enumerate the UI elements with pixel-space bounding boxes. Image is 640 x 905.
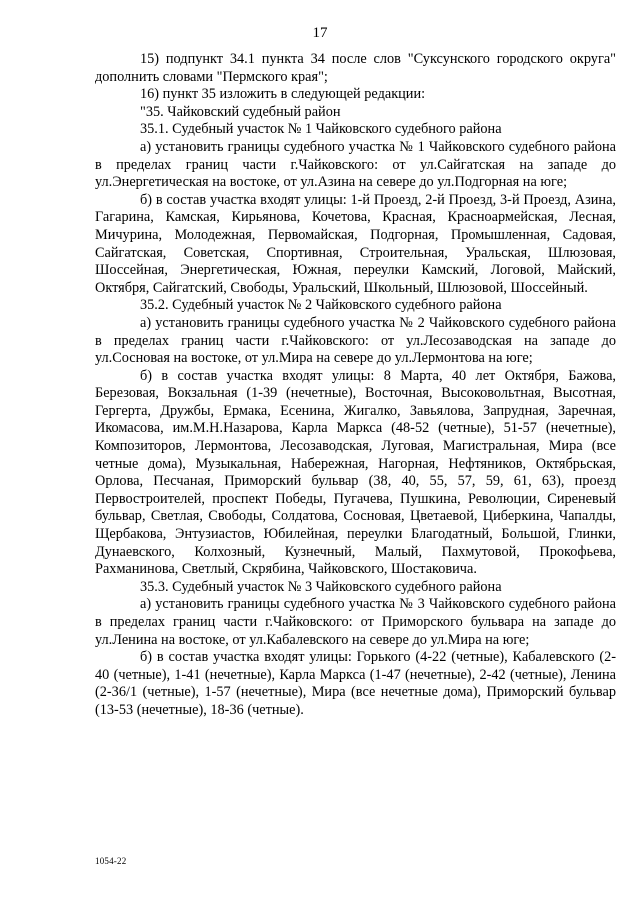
paragraph-section-1-streets: б) в состав участка входят улицы: 1-й Проезд, 2-й Проезд, 3-й Проезд, Азина, Гагарина, Камская, Кирьянова, Кочетова, Красная, Красноармейская, Лесная, Мичурина, Молодежная, Первомайская, Подгорная, Промышленная, Садовая, Сайгатская, Советская, Спортивная, Строительная, Уральская, Шлюзовая, Шоссейная, Энергетическая, Южная, переулки Камский, Логовой, Майский, Октября, Сайгатский, Свободы, Уральский, Школьный, Шлюзовой, Шоссейный.	[95, 191, 616, 296]
heading-section-1: 35.1. Судебный участок № 1 Чайковского судебного района	[140, 121, 502, 138]
paragraph-section-1-bounds: а) установить границы судебного участка № 1 Чайковского судебного района в пределах границ части г.Чайковского: от ул.Сайгатская на западе до ул.Энергетическая на востоке, от ул.Азина на севере до ул.Подгорная на юге;	[95, 138, 616, 191]
paragraph-subclause-15: 15) подпункт 34.1 пункта 34 после слов "Суксунского городского округа" дополнить словами "Пермского края";	[95, 51, 616, 85]
heading-section-3: 35.3. Судебный участок № 3 Чайковского судебного района	[140, 578, 502, 595]
heading-section-2: 35.2. Судебный участок № 2 Чайковского судебного района	[140, 297, 502, 314]
document-body	[95, 51, 616, 720]
paragraph-section-2-bounds: а) установить границы судебного участка № 2 Чайковского судебного района в пределах границ части г.Чайковского: от ул.Лесозаводская на западе до ул.Сосновая на востоке, от ул.Мира на севере до ул.Лермонтова на юге;	[95, 314, 616, 367]
document-code: 1054-22	[95, 856, 127, 866]
paragraph-section-2-streets: б) в состав участка входят улицы: 8 Марта, 40 лет Октября, Бажова, Березовая, Вокзальная (1-39 (нечетные), Восточная, Высоковольтная, Высотная, Гергерта, Дружбы, Ермака, Есенина, Жигалко, Завьялова, Запрудная, Заречная, Икомасова, им.М.Н.Назарова, Карла Маркса (48-52 (четные), 51-57 (нечетные), Композиторов, Лермонтова, Лесозаводская, Луговая, Магистральная, Мира (все четные дома), Музыкальная, Набережная, Нагорная, Нефтяников, Октябрьская, Орлова, Песчаная, Приморский бульвар (38, 40, 55, 57, 59, 61, 63), проезд Первостроителей, проспект Победы, Пугачева, Пушкина, Революции, Сиреневый бульвар, Светлая, Свободы, Солдатова, Сосновая, Цветаевой, Циберкина, Чапалды, Щербакова, Энтузиастов, Юбилейная, переулки Благодатный, Большой, Глинки, Дунаевского, Колхозный, Кузнечный, Малый, Пахмутовой, Прокофьева, Рахманинова, Светлый, Скрябина, Чайковского, Шостаковича.	[95, 367, 616, 578]
paragraph-subclause-16: 16) пункт 35 изложить в следующей редакции:	[140, 86, 426, 103]
paragraph-section-3-bounds: а) установить границы судебного участка № 3 Чайковского судебного района в пределах границ части г.Чайковского: от Приморского бульвара на западе до ул.Ленина на востоке, от ул.Кабалевского на севере до ул.Мира на юге;	[95, 596, 616, 648]
page-number: 17	[312, 25, 328, 41]
paragraph-section-3-streets: б) в состав участка входят улицы: Горького (4-22 (четные), Кабалевского (2-40 (четные), 1-41 (нечетные), Карла Маркса (1-47 (нечетные), 2-42 (четные), Ленина (2-36/1 (четные), 1-57 (нечетные), Мира (все нечетные дома), Приморский бульвар (13-53 (нечетные), 18-36 (четные).	[95, 649, 616, 718]
heading-district: "35. Чайковский судебный район	[140, 103, 341, 120]
